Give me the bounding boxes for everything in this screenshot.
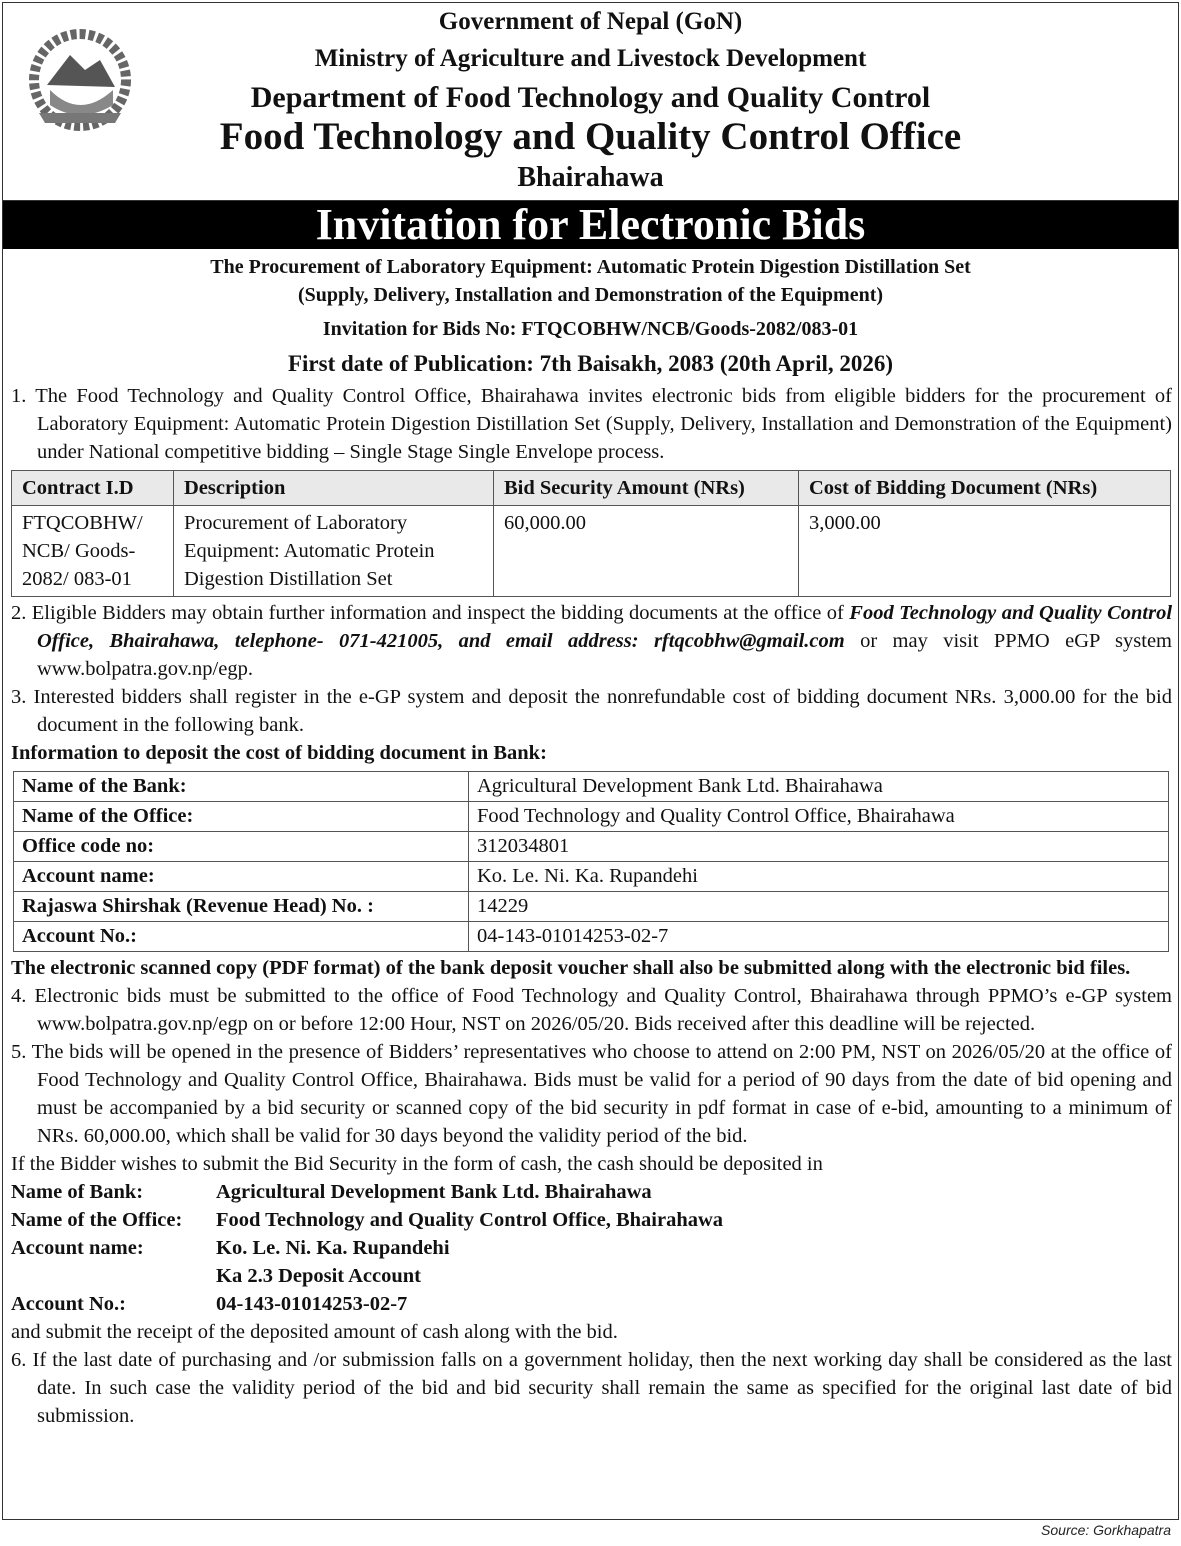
source-credit: Source: Gorkhapatra [1041, 1522, 1171, 1538]
table-row [14, 802, 1169, 832]
bank-label: Rajaswa Shirshak (Revenue Head) No. : [14, 892, 469, 922]
bank-label: Name of the Office: [14, 802, 469, 832]
bank-label: Name of the Bank: [14, 772, 469, 802]
subtitle-line2: (Supply, Delivery, Installation and Demonstration of the Equipment) [297, 284, 884, 306]
publication-date: First date of Publication: 7th Baisakh, 2083 (20th April, 2026) [287, 351, 894, 376]
cash-value: Agricultural Development Bank Ltd. Bhairahawa [216, 1181, 652, 1203]
bank-value: Agricultural Development Bank Ltd. Bhairahawa [469, 772, 1169, 802]
table-row [14, 772, 1169, 802]
table-row [14, 922, 1169, 952]
bank-value: 04-143-01014253-02-7 [469, 922, 1169, 952]
p2-text-end: or may visit PPMO eGP system www.bolpatra.gov.np/egp. [37, 630, 1172, 680]
cash-value: Ka 2.3 Deposit Account [216, 1265, 421, 1287]
cell-doc-cost: 3,000.00 [799, 506, 1171, 597]
voucher-note: The electronic scanned copy (PDF format) of the bank deposit voucher shall also be submitted along with the electronic bid files. [11, 957, 1131, 979]
cash-value: Ko. Le. Ni. Ka. Rupandehi [216, 1237, 450, 1259]
table-row [14, 862, 1169, 892]
paragraph-3: 3. Interested bidders shall register in the e-GP system and deposit the nonrefundable cost of bidding document NRs. 3,000.00 for the bid document in the following bank. [11, 686, 1172, 736]
cash-label: Name of the Office: [11, 1209, 183, 1231]
bank-label: Account No.: [14, 922, 469, 952]
bank-value: Food Technology and Quality Control Office, Bhairahawa [469, 802, 1169, 832]
notice-body [3, 382, 1178, 1430]
table-header-row [12, 471, 1171, 506]
location-title: Bhairahawa [517, 162, 664, 193]
cash-label: Account No.: [11, 1293, 127, 1315]
nepal-emblem-icon [25, 25, 135, 135]
cash-label: Account name: [11, 1237, 144, 1259]
cash-intro: If the Bidder wishes to submit the Bid Security in the form of cash, the cash should be deposited in [11, 1153, 823, 1175]
office-contact: Food Technology and Quality Control Office, Bhairahawa, telephone- 071-421005, and email address: rftqcobhw@gmail.com [37, 602, 1173, 652]
cash-value: Food Technology and Quality Control Office, Bhairahawa [216, 1209, 724, 1231]
p2-text: 2. Eligible Bidders may obtain further information and inspect the bidding documents at the office of [11, 602, 850, 624]
cell-description: Procurement of Laboratory Equipment: Automatic Protein Digestion Distillation Set [174, 506, 494, 597]
column-header: Cost of Bidding Document (NRs) [799, 471, 1171, 506]
ministry-title: Ministry of Agriculture and Livestock Development [314, 45, 867, 72]
contract-table [11, 470, 1171, 597]
bank-value: 312034801 [469, 832, 1169, 862]
bank-label: Account name: [14, 862, 469, 892]
column-header: Contract I.D [12, 471, 174, 506]
header [3, 3, 1178, 201]
bank-heading: Information to deposit the cost of bidding document in Bank: [11, 742, 547, 764]
paragraph-5: 5. The bids will be opened in the presence of Bidders’ representatives who choose to attend on 2:00 PM, NST on 2026/05/20 at the office of Food Technology and Quality Control Office, Bhairahawa. Bids must be valid for a period of 90 days from the date of bid opening and must be accompanied by a bid security or scanned copy of the bid security in pdf format in case of e-bid, amounting to a minimum of NRs. 60,000.00, which shall be valid for 30 days beyond the validity period of the bid. [11, 1041, 1172, 1147]
column-header: Bid Security Amount (NRs) [494, 471, 799, 506]
cash-outro: and submit the receipt of the deposited amount of cash along with the bid. [11, 1321, 618, 1343]
paragraph-1: 1. The Food Technology and Quality Control Office, Bhairahawa invites electronic bids from eligible bidders for the procurement of Laboratory Equipment: Automatic Protein Digestion Distillation Set (Supply, Delivery, Installation and Demonstration of the Equipment) under National competitive bidding – Single Stage Single Envelope process. [11, 385, 1172, 463]
bid-number: Invitation for Bids No: FTQCOBHW/NCB/Goods-2082/083-01 [322, 318, 859, 340]
cash-value: 04-143-01014253-02-7 [216, 1293, 408, 1315]
bank-value: Ko. Le. Ni. Ka. Rupandehi [469, 862, 1169, 892]
paragraph-6: 6. If the last date of purchasing and /or submission falls on a government holiday, then the next working day shall be considered as the last date. In such case the validity period of the bid and bid security shall remain the same as specified for the original last date of bid submission. [11, 1349, 1172, 1427]
paragraph-2 [11, 599, 1172, 683]
table-row [14, 832, 1169, 862]
subtitle-line1: The Procurement of Laboratory Equipment: Automatic Protein Digestion Distillation Set [210, 256, 971, 278]
table-row [12, 506, 1171, 597]
gov-title: Government of Nepal (GoN) [438, 8, 743, 35]
table-row [14, 892, 1169, 922]
paragraph-4: 4. Electronic bids must be submitted to the office of Food Technology and Quality Control, Bhairahawa through PPMO’s e-GP system www.bolpatra.gov.np/egp on or before 12:00 Hour, NST on 2026/05/20. Bids received after this deadline will be rejected. [11, 985, 1172, 1035]
notice-title: Invitation for Electronic Bids [3, 201, 1178, 249]
column-header: Description [174, 471, 494, 506]
bank-label: Office code no: [14, 832, 469, 862]
cell-contract-id: FTQCOBHW/ NCB/ Goods-2082/ 083-01 [12, 506, 174, 597]
bank-table [13, 771, 1169, 952]
cash-deposit-details [11, 1178, 1172, 1318]
notice-frame [2, 2, 1179, 1520]
cell-bid-security: 60,000.00 [494, 506, 799, 597]
cash-label: Name of Bank: [11, 1181, 144, 1203]
office-title: Food Technology and Quality Control Office [219, 115, 962, 158]
department-title: Department of Food Technology and Quality Control [250, 81, 931, 114]
bank-value: 14229 [469, 892, 1169, 922]
